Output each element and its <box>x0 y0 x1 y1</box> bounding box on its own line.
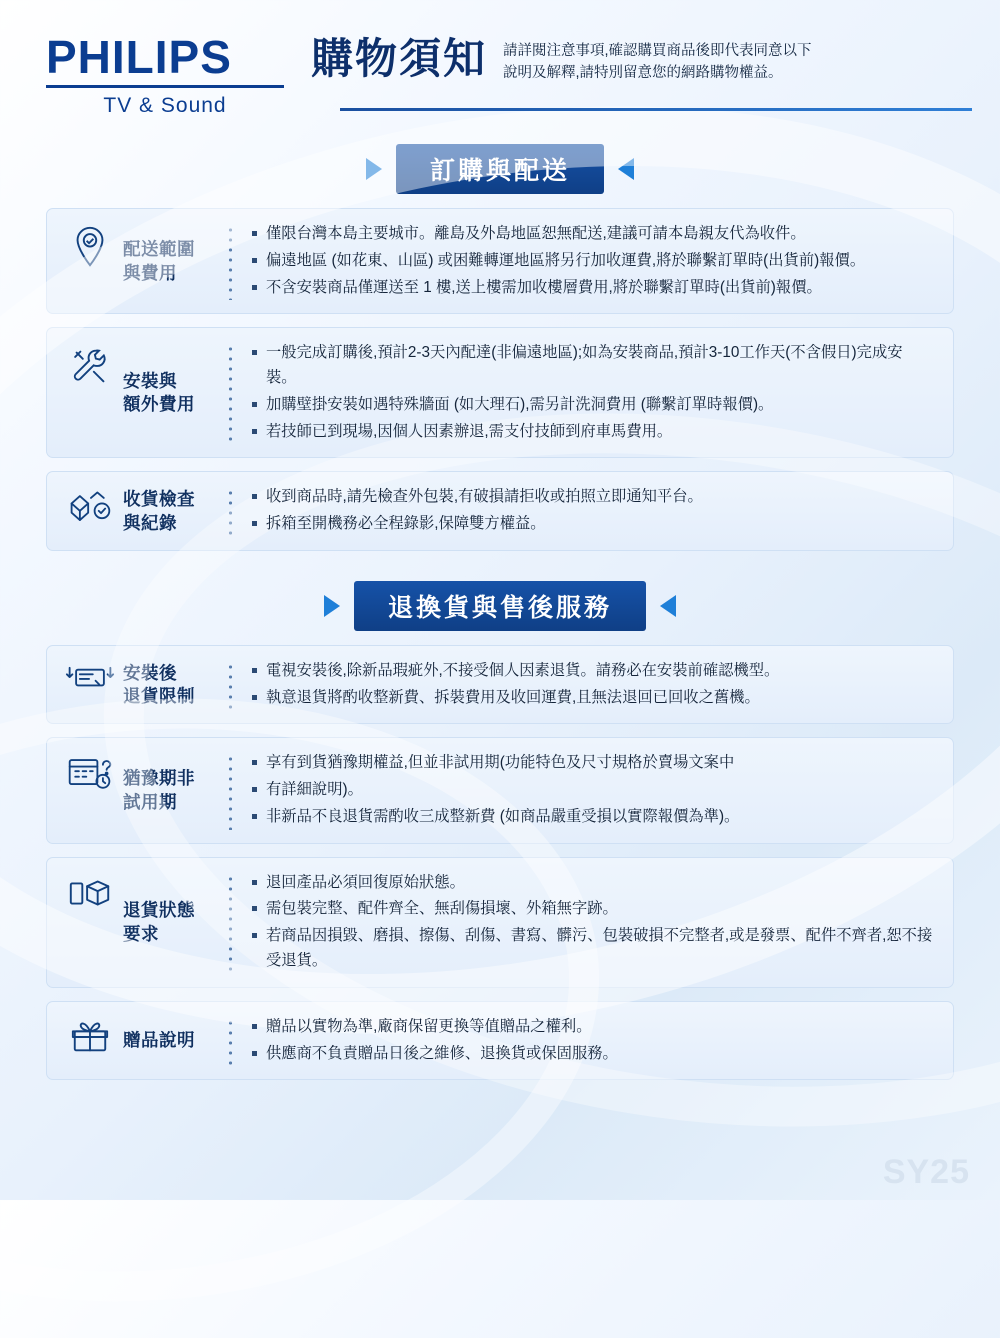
card-delivery-scope <box>46 208 954 314</box>
tools-icon <box>57 341 123 389</box>
bullet-item: 僅限台灣本島主要城市。離島及外島地區恕無配送,建議可請本島親友代為收件。 <box>251 222 933 247</box>
page-title: 購物須知 <box>311 35 488 82</box>
triangle-right-icon <box>660 595 676 617</box>
box-check-icon <box>57 485 123 531</box>
install-return-icon <box>57 659 123 695</box>
page-header <box>0 0 1000 118</box>
card-body <box>251 751 937 829</box>
header-note-line1: 請詳閱注意事項,確認購買商品後即代表同意以下 <box>503 43 812 59</box>
bullet-item: 有詳細說明)。 <box>251 778 933 803</box>
bullet-item: 收到商品時,請先檢查外包裝,有破損請拒收或拍照立即通知平台。 <box>251 485 933 510</box>
bullet-item: 贈品以實物為準,廠商保留更換等值贈品之權利。 <box>251 1015 933 1040</box>
dotted-divider <box>219 871 241 974</box>
card-label-line1: 收貨檢查 <box>123 489 195 509</box>
bullet-item: 退回產品必須回復原始狀態。 <box>251 871 933 896</box>
card-label-line2: 試用期 <box>123 792 177 813</box>
card-gift-notice <box>46 1001 954 1081</box>
triangle-left-icon <box>324 595 340 617</box>
card-label <box>123 487 207 535</box>
package-return-icon <box>57 871 123 913</box>
bullet-item: 加購壁掛安裝如遇特殊牆面 (如大理石),需另計洗洞費用 (聯繫訂單時報價)。 <box>251 393 933 418</box>
bullet-item: 若技師已到現場,因個人因素辦退,需支付技師到府車馬費用。 <box>251 420 933 445</box>
bullet-item: 需包裝完整、配件齊全、無刮傷損壞、外箱無字跡。 <box>251 897 933 922</box>
card-label-line1: 配送範圍 <box>123 239 195 260</box>
bullet-item: 若商品因損毀、磨損、擦傷、刮傷、書寫、髒污、包裝破損不完整者,或是發票、配件不齊者,恕不接受退貨。 <box>251 924 933 974</box>
header-note-line2: 說明及解釋,請特別留意您的網路購物權益。 <box>503 65 783 82</box>
location-pin-icon <box>57 222 123 270</box>
card-label-line1: 安裝與 <box>123 370 177 391</box>
cards-delivery <box>0 208 1000 551</box>
gift-icon <box>57 1015 123 1057</box>
card-cooling-off-period <box>46 737 954 843</box>
philips-logo: PHILIPS <box>46 31 232 83</box>
dotted-divider <box>219 751 241 829</box>
brand-block <box>46 31 311 118</box>
card-return-condition <box>46 857 954 988</box>
card-label-line2: 與費用 <box>123 262 177 283</box>
dotted-divider <box>219 341 241 444</box>
bullet-item: 偏遠地區 (如花東、山區) 或困難轉運地區將另行加收運費,將於聯繫訂單時(出貨前)報價。 <box>251 249 933 274</box>
bullet-item: 電視安裝後,除新品瑕疵外,不接受個人因素退貨。請務必在安裝前確認機型。 <box>251 659 933 684</box>
card-label <box>123 237 207 285</box>
card-label-line2: 額外費用 <box>123 394 195 415</box>
card-label-line2: 要求 <box>123 923 159 944</box>
card-body <box>251 659 937 711</box>
card-body <box>251 871 937 974</box>
card-label <box>123 661 207 709</box>
card-receiving-check <box>46 471 954 551</box>
brand-subtitle: TV & Sound <box>103 94 227 117</box>
dotted-divider <box>219 1015 241 1067</box>
card-label <box>123 766 207 814</box>
dotted-divider <box>219 659 241 711</box>
card-label <box>123 1028 207 1053</box>
card-label-line1: 猶豫期非 <box>123 768 195 789</box>
cards-returns <box>0 645 1000 1080</box>
dotted-divider <box>219 485 241 537</box>
triangle-right-icon <box>618 158 634 180</box>
card-installation-fee <box>46 327 954 458</box>
header-divider <box>340 108 972 111</box>
logo-divider <box>46 85 284 88</box>
card-label <box>123 898 207 946</box>
card-body <box>251 485 937 537</box>
card-label <box>123 369 207 417</box>
card-body <box>251 222 937 300</box>
section-banner-label: 訂購與配送 <box>396 144 604 194</box>
card-label-line1: 贈品說明 <box>123 1030 195 1051</box>
card-body <box>251 1015 937 1067</box>
bullet-item: 一般完成訂購後,預計2-3天內配達(非偏遠地區);如為安裝商品,預計3-10工作天(不含假日)完成安裝。 <box>251 341 933 391</box>
section-banner-delivery <box>0 144 1000 194</box>
bullet-item: 享有到貨猶豫期權益,但並非試用期(功能特色及尺寸規格於賣場文案中 <box>251 751 933 776</box>
section-banner-label: 退換貨與售後服務 <box>354 581 646 631</box>
header-note <box>503 36 812 85</box>
card-label-line1: 安裝後 <box>123 662 177 683</box>
card-label-line1: 退貨狀態 <box>123 900 195 921</box>
bullet-item: 供應商不負責贈品日後之維修、退換貨或保固服務。 <box>251 1042 933 1067</box>
bullet-item: 拆箱至開機務必全程錄影,保障雙方權益。 <box>251 512 933 537</box>
bullet-item: 執意退貨將酌收整新費、拆裝費用及收回運費,且無法退回已回收之舊機。 <box>251 686 933 711</box>
calendar-question-icon <box>57 751 123 793</box>
dotted-divider <box>219 222 241 300</box>
title-block <box>311 34 970 85</box>
card-label-line2: 與紀錄 <box>123 512 177 533</box>
card-label-line2: 退貨限制 <box>123 686 195 707</box>
watermark: SY25 <box>882 1153 970 1191</box>
bullet-item: 不含安裝商品僅運送至 1 樓,送上樓需加收樓層費用,將於聯繫訂單時(出貨前)報價。 <box>251 276 933 301</box>
card-post-install-return <box>46 645 954 725</box>
triangle-left-icon <box>366 158 382 180</box>
section-banner-returns <box>0 581 1000 631</box>
bullet-item: 非新品不良退貨需酌收三成整新費 (如商品嚴重受損以實際報價為準)。 <box>251 805 933 830</box>
card-body <box>251 341 937 444</box>
